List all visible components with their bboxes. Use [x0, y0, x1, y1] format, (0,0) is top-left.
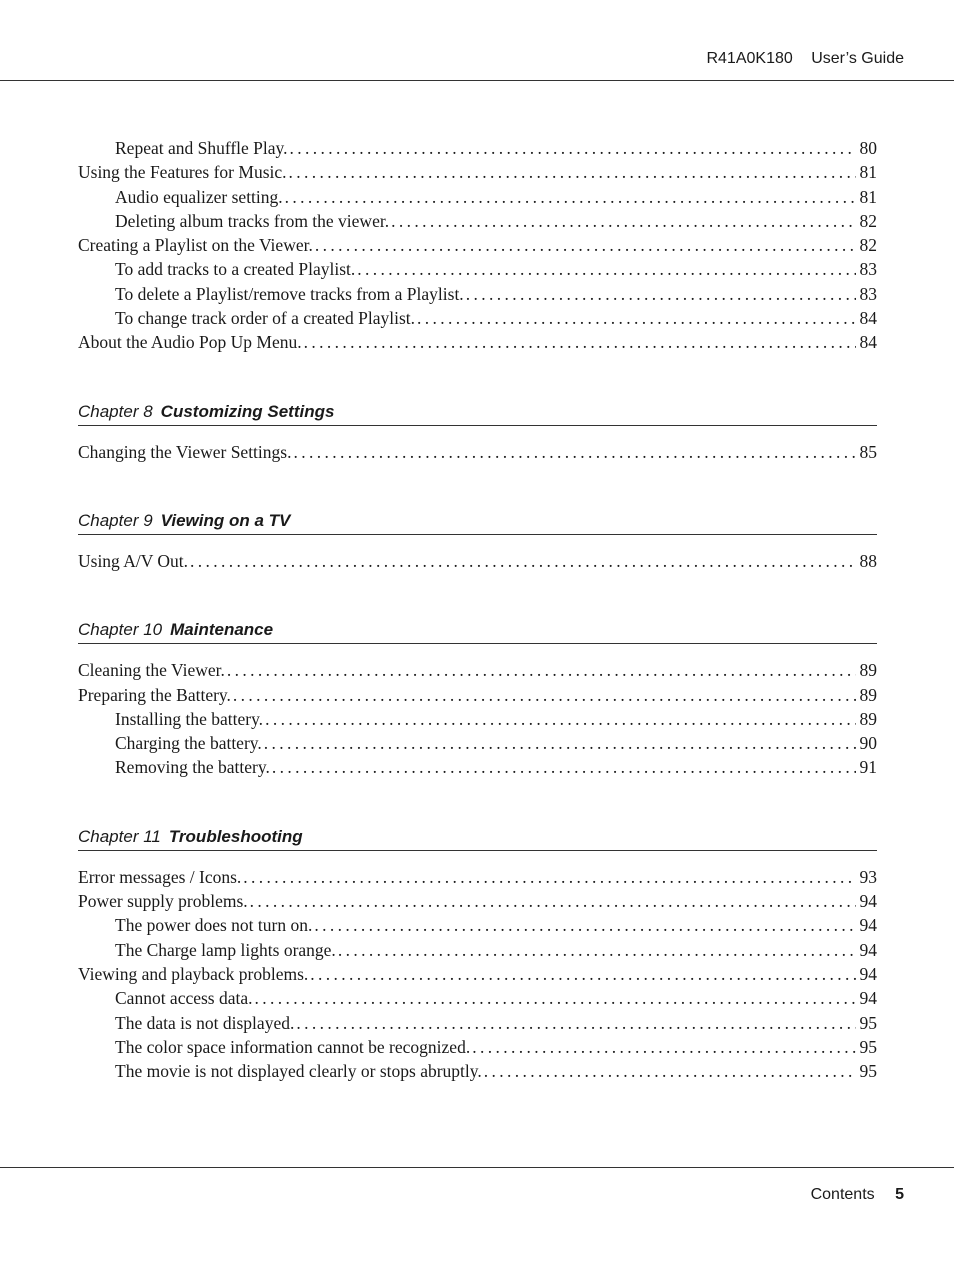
toc-entry-page: 94 — [859, 891, 877, 912]
dot-leader — [296, 1011, 855, 1035]
toc-entry[interactable] — [78, 1059, 877, 1083]
toc-entry-title: Viewing and playback problems. — [78, 963, 309, 984]
toc-entry[interactable] — [78, 282, 877, 306]
toc-entry-title: To change track order of a created Playlist. — [115, 308, 416, 329]
toc-entry[interactable] — [78, 185, 877, 209]
toc-entry[interactable] — [78, 962, 877, 986]
dot-leader — [190, 549, 855, 573]
dot-leader — [264, 731, 856, 755]
toc-entry-page: 94 — [859, 963, 877, 984]
toc-entry-title: The power does not turn on. — [115, 915, 313, 936]
toc-entry-page: 91 — [859, 757, 877, 778]
toc-entry[interactable] — [78, 233, 877, 257]
toc-entry-title: Power supply problems. — [78, 891, 248, 912]
dot-leader — [272, 755, 856, 779]
dot-leader — [304, 330, 856, 354]
toc-entry-title: Creating a Playlist on the Viewer. — [78, 235, 313, 256]
toc-entry-title: To delete a Playlist/remove tracks from a Playlist. — [115, 283, 464, 304]
toc-entry[interactable] — [78, 257, 877, 281]
toc-entry[interactable] — [78, 1035, 877, 1059]
toc-entry-title: Installing the battery. — [115, 708, 264, 729]
toc-entry[interactable] — [78, 1011, 877, 1035]
toc-entry-title: The data is not displayed. — [115, 1012, 295, 1033]
page-footer — [811, 1186, 904, 1204]
toc-entry-title: Audio equalizer setting. — [115, 186, 283, 207]
toc-entry[interactable] — [78, 683, 877, 707]
toc-entry-title: Error messages / Icons. — [78, 866, 242, 887]
toc-entry-page: 84 — [859, 308, 877, 329]
toc-entry-page: 84 — [859, 332, 877, 353]
dot-leader — [357, 257, 855, 281]
dot-leader — [466, 282, 856, 306]
dot-leader — [293, 440, 855, 464]
toc-entry-title: Deleting album tracks from the viewer. — [115, 210, 390, 231]
toc-entry-page: 83 — [859, 283, 877, 304]
toc-entry[interactable] — [78, 549, 877, 573]
dot-leader — [233, 683, 856, 707]
toc-entry[interactable] — [78, 986, 877, 1010]
footer-rule — [0, 1167, 954, 1168]
toc-entry[interactable] — [78, 658, 877, 682]
toc-entry[interactable] — [78, 731, 877, 755]
chapter-label: Chapter 10 — [78, 620, 163, 640]
toc-entry-page: 90 — [859, 733, 877, 754]
chapter-name: Customizing Settings — [160, 401, 335, 421]
toc-entry-title: Cannot access data. — [115, 988, 253, 1009]
toc-entry-title: About the Audio Pop Up Menu. — [78, 332, 302, 353]
toc-entry-title: Using the Features for Music. — [78, 162, 287, 183]
chapter-label: Chapter 11 — [78, 826, 161, 846]
toc-entry-page: 85 — [859, 441, 877, 462]
chapter-heading[interactable] — [78, 401, 877, 426]
toc-entry[interactable] — [78, 440, 877, 464]
dot-leader — [484, 1059, 856, 1083]
chapter-label: Chapter 8 — [78, 401, 153, 421]
chapter-name: Troubleshooting — [168, 826, 303, 846]
toc-entry[interactable] — [78, 160, 877, 184]
dot-leader — [250, 889, 856, 913]
dot-leader — [314, 913, 855, 937]
toc-entry-title: Using A/V Out. — [78, 550, 189, 571]
toc-entry-page: 95 — [859, 1036, 877, 1057]
dot-leader — [265, 707, 855, 731]
toc-entry[interactable] — [78, 306, 877, 330]
toc-entry-title: The Charge lamp lights orange. — [115, 939, 336, 960]
dot-leader — [255, 986, 856, 1010]
toc-entry-page: 89 — [859, 684, 877, 705]
toc-entry[interactable] — [78, 330, 877, 354]
dot-leader — [417, 306, 855, 330]
dot-leader — [290, 136, 856, 160]
toc-entry-page: 95 — [859, 1012, 877, 1033]
toc-entry-page: 83 — [859, 259, 877, 280]
footer-section: Contents — [810, 1186, 875, 1203]
toc-entry-page: 82 — [859, 210, 877, 231]
toc-entry-page: 81 — [859, 162, 877, 183]
page-number: 5 — [895, 1186, 904, 1203]
toc-entry[interactable] — [78, 755, 877, 779]
chapter-heading[interactable] — [78, 826, 877, 851]
toc-entry-title: Removing the battery. — [115, 757, 270, 778]
chapter-heading[interactable] — [78, 619, 877, 644]
header-rule — [0, 80, 954, 81]
dot-leader — [338, 938, 856, 962]
toc-entry[interactable] — [78, 209, 877, 233]
toc-entry-page: 94 — [859, 915, 877, 936]
guide-title: User’s Guide — [811, 50, 904, 67]
toc-entry[interactable] — [78, 938, 877, 962]
toc-entry-title: Preparing the Battery. — [78, 684, 231, 705]
toc-entry-page: 82 — [859, 235, 877, 256]
toc-entry-title: Changing the Viewer Settings. — [78, 441, 292, 462]
chapter-heading[interactable] — [78, 510, 877, 535]
dot-leader — [472, 1035, 855, 1059]
toc-entry-page: 89 — [859, 660, 877, 681]
table-of-contents — [78, 136, 877, 1083]
dot-leader — [285, 185, 856, 209]
chapter-name: Maintenance — [170, 620, 274, 640]
dot-leader — [315, 233, 856, 257]
toc-entry-title: The movie is not displayed clearly or stops abruptly. — [115, 1061, 482, 1082]
toc-entry-page: 94 — [859, 988, 877, 1009]
toc-entry-title: Cleaning the Viewer. — [78, 660, 225, 681]
dot-leader — [289, 160, 856, 184]
toc-entry-page: 93 — [859, 866, 877, 887]
toc-entry[interactable] — [78, 889, 877, 913]
chapter-name: Viewing on a TV — [160, 510, 291, 530]
toc-entry-page: 81 — [859, 186, 877, 207]
dot-leader — [391, 209, 855, 233]
toc-entry-title: To add tracks to a created Playlist. — [115, 259, 356, 280]
chapter-label: Chapter 9 — [78, 510, 153, 530]
doc-id: R41A0K180 — [706, 50, 793, 67]
dot-leader — [310, 962, 855, 986]
toc-entry-page: 88 — [859, 550, 877, 571]
toc-entry-page: 94 — [859, 939, 877, 960]
toc-entry[interactable] — [78, 865, 877, 889]
toc-entry-page: 89 — [859, 708, 877, 729]
dot-leader — [227, 658, 856, 682]
toc-entry[interactable] — [78, 136, 877, 160]
toc-entry-title: The color space information cannot be recognized. — [115, 1036, 471, 1057]
toc-entry-page: 95 — [859, 1061, 877, 1082]
page-header — [706, 50, 904, 68]
toc-entry[interactable] — [78, 707, 877, 731]
toc-entry-title: Charging the battery. — [115, 733, 262, 754]
toc-entry-page: 80 — [859, 138, 877, 158]
dot-leader — [243, 865, 855, 889]
toc-entry[interactable] — [78, 913, 877, 937]
toc-entry-title: Repeat and Shuffle Play. — [115, 138, 288, 158]
